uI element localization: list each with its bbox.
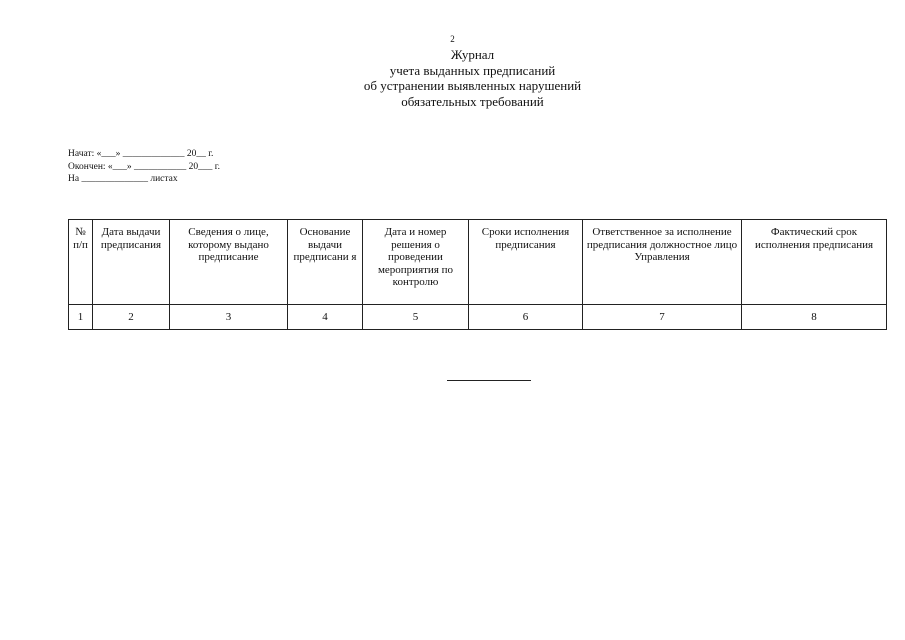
title-line-3: об устранении выявленных нарушений [363, 78, 582, 93]
sheets-line: На ______________ листах [68, 174, 178, 184]
end-rule [447, 380, 531, 381]
title-line-4: обязательных требований [401, 93, 544, 109]
document-title [0, 47, 905, 109]
header-cell-responsible: Ответственное за исполнение предписания должностное лицо Управления [583, 220, 742, 305]
column-number-cell: 4 [288, 305, 363, 330]
header-cell-recipient-info: Сведения о лице, которому выдано предписание [170, 220, 288, 305]
header-cell-deadlines: Сроки исполнения предписания [469, 220, 583, 305]
column-number-cell: 7 [583, 305, 742, 330]
journal-meta [68, 148, 220, 186]
journal-table [68, 219, 887, 330]
header-cell-basis: Основание выдачи предписани я [288, 220, 363, 305]
column-number-cell: 5 [363, 305, 469, 330]
column-number-cell: 1 [69, 305, 93, 330]
page-number: 2 [450, 34, 455, 44]
title-line-2: учета выданных предписаний [389, 62, 556, 78]
header-cell-actual-date: Фактический срок исполнения предписания [742, 220, 887, 305]
title-line-1: Журнал [450, 47, 495, 62]
ended-line: Окончен: «___» ___________ 20___ г. [68, 161, 220, 172]
column-number-cell: 6 [469, 305, 583, 330]
table-number-row [69, 305, 887, 330]
started-line: Начат: «___» _____________ 20__ г. [68, 149, 214, 159]
table-header-row [69, 220, 887, 305]
column-number-cell: 2 [93, 305, 170, 330]
column-number-cell: 3 [170, 305, 288, 330]
header-cell-decision: Дата и номер решения о проведении мероприятия по контролю [363, 220, 469, 305]
header-cell-issue-date: Дата выдачи предписания [93, 220, 170, 305]
column-number-cell: 8 [742, 305, 887, 330]
header-cell-number: № п/п [69, 220, 93, 305]
